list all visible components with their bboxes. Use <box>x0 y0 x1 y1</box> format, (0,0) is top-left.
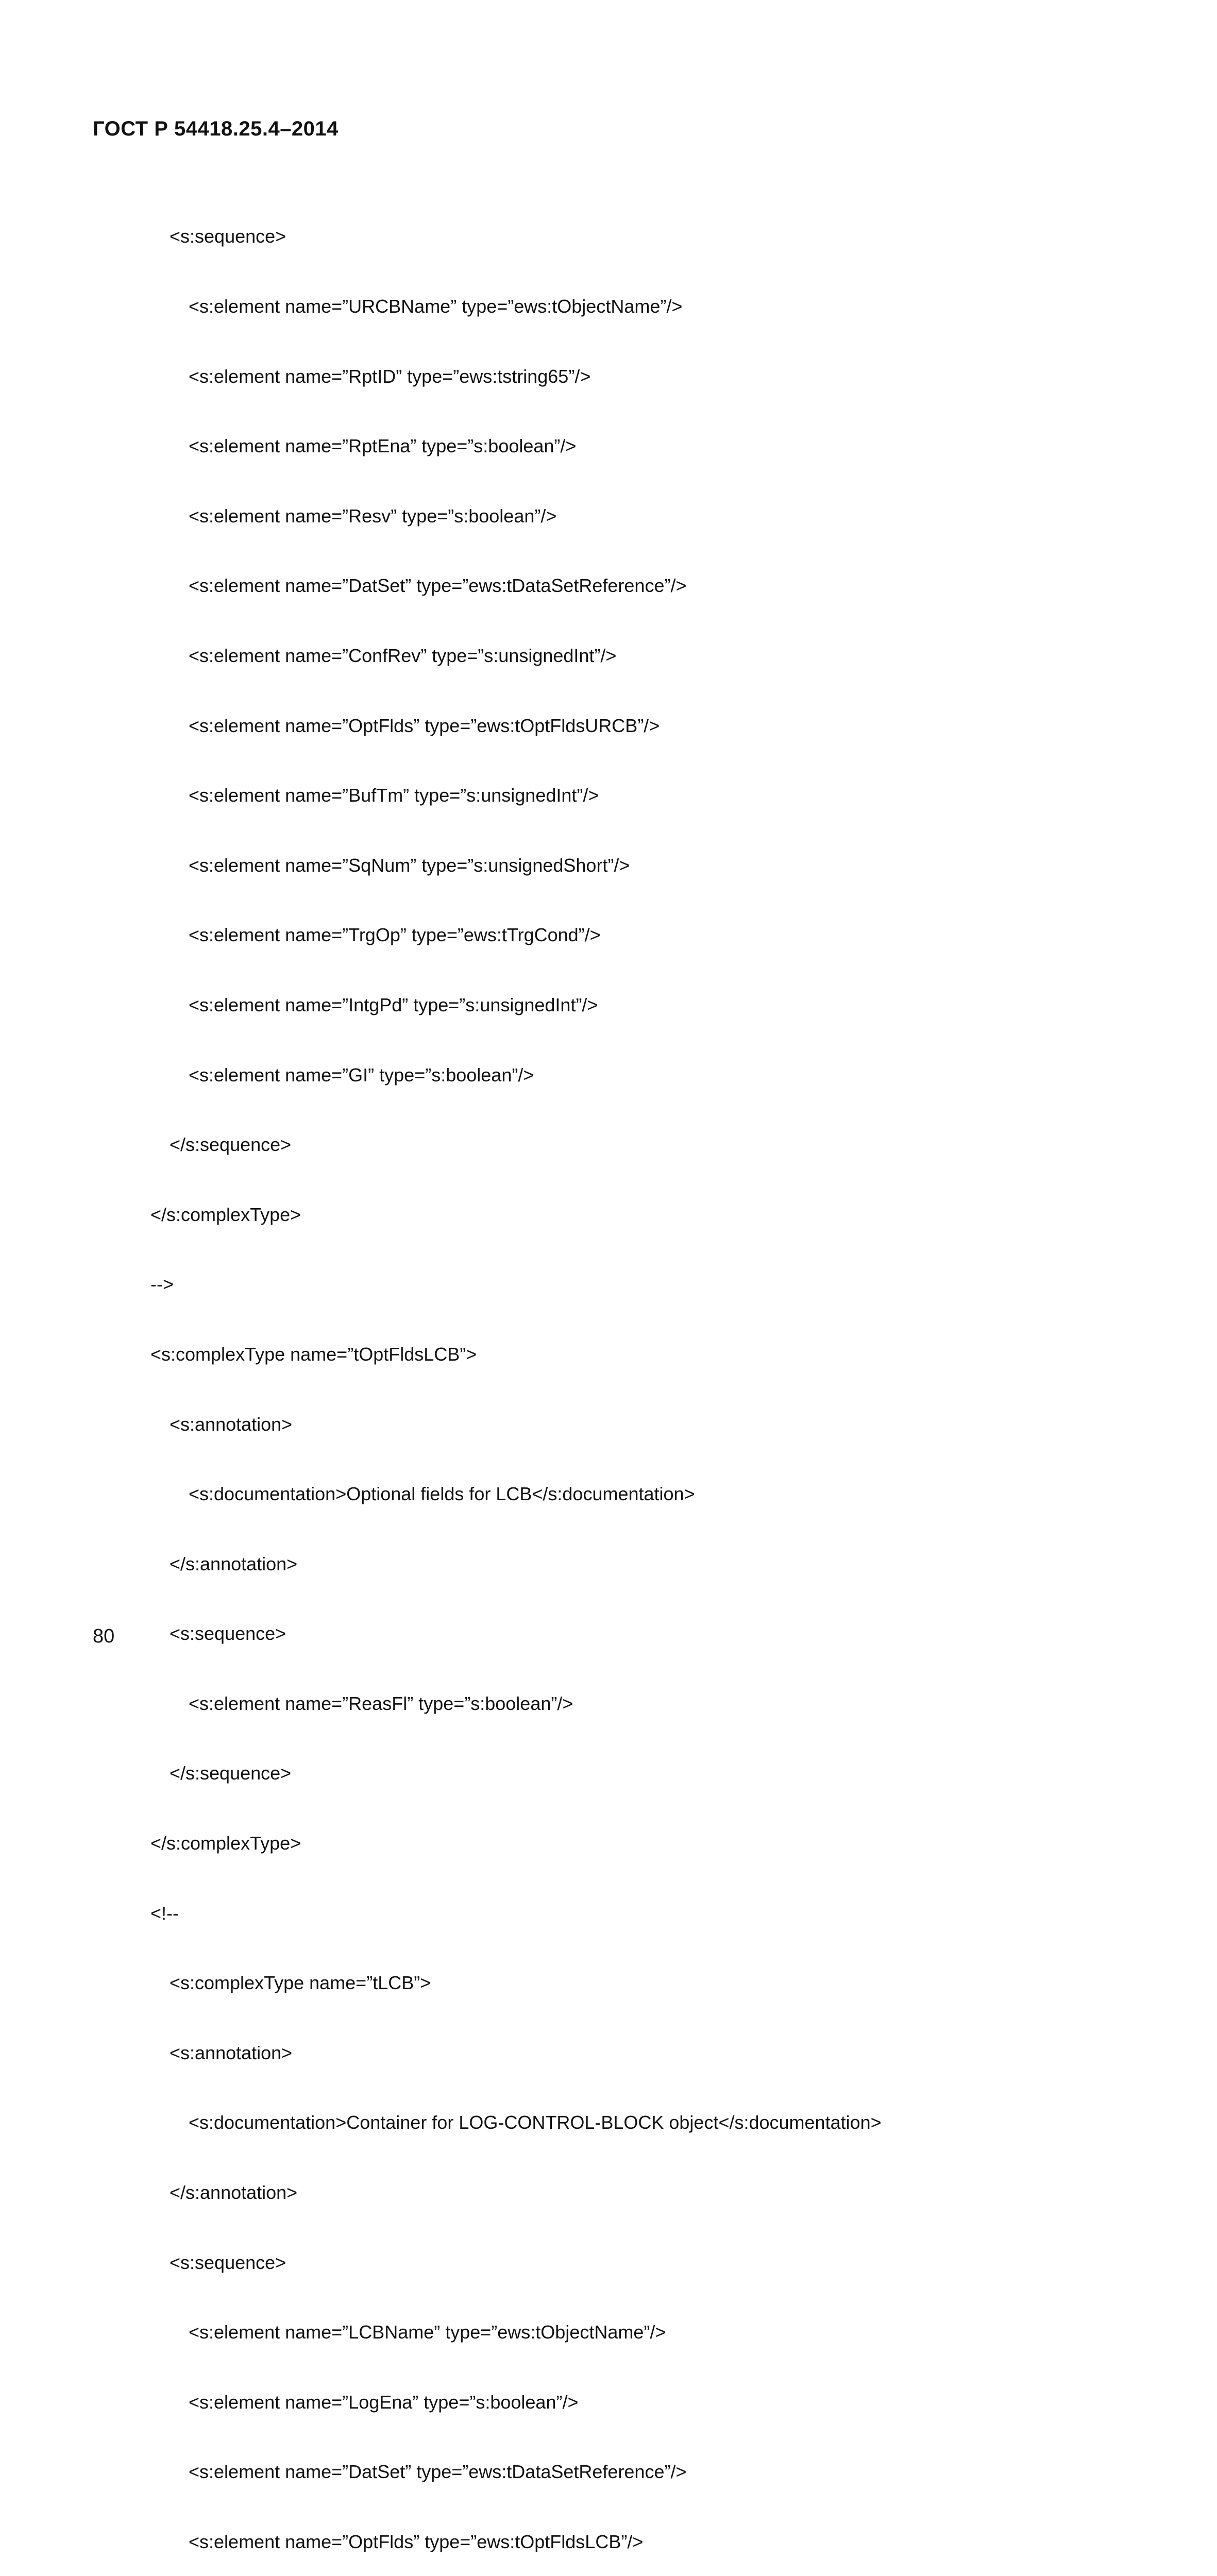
code-line: <s:element name=”DatSet” type=”ews:tDataSetReference”/> <box>189 575 687 597</box>
code-line: </s:complexType> <box>150 1833 301 1854</box>
code-line: <s:element name=”LogEna” type=”s:boolean”/> <box>189 2391 579 2413</box>
code-line: </s:sequence> <box>170 1134 292 1156</box>
code-line: </s:sequence> <box>170 1762 292 1784</box>
code-line: <s:element name=”IntgPd” type=”s:unsignedInt”/> <box>189 994 598 1015</box>
code-line: <s:element name=”BufTm” type=”s:unsignedInt”/> <box>189 785 599 806</box>
code-line: <s:element name=”TrgOp” type=”ews:tTrgCond”/> <box>189 924 601 946</box>
page-number: 80 <box>93 1625 115 1647</box>
code-line: <s:annotation> <box>170 1413 293 1435</box>
code-line: <s:element name=”OptFlds” type=”ews:tOptFldsLCB”/> <box>189 2531 644 2552</box>
code-line: <s:element name=”ConfRev” type=”s:unsignedInt”/> <box>189 645 617 666</box>
code-line: <!-- <box>150 1902 179 1924</box>
code-line: <s:complexType name=”tLCB”> <box>170 1972 431 1994</box>
code-line: <s:element name=”LCBName” type=”ews:tObjectName”/> <box>189 2321 666 2343</box>
xml-code-block <box>0 178 1217 2576</box>
code-line: <s:element name=”URCBName” type=”ews:tObjectName”/> <box>189 296 683 317</box>
code-line: <s:documentation>Optional fields for LCB</s:documentation> <box>189 1483 695 1505</box>
code-line: </s:annotation> <box>170 2182 298 2204</box>
code-line: <s:element name=”DatSet” type=”ews:tDataSetReference”/> <box>189 2461 687 2483</box>
code-line: <s:element name=”OptFlds” type=”ews:tOptFldsURCB”/> <box>189 715 660 736</box>
code-line: --> <box>150 1274 174 1295</box>
code-line: <s:element name=”GI” type=”s:boolean”/> <box>189 1064 534 1086</box>
code-line: <s:sequence> <box>170 226 286 247</box>
code-line: <s:annotation> <box>170 2042 293 2063</box>
code-line: <s:sequence> <box>170 2251 286 2273</box>
code-line: <s:element name=”ReasFl” type=”s:boolean”/> <box>189 1692 573 1714</box>
code-line: <s:element name=”SqNum” type=”s:unsignedShort”/> <box>189 854 630 876</box>
code-line: </s:complexType> <box>150 1204 301 1225</box>
code-line: <s:element name=”RptEna” type=”s:boolean”/> <box>189 435 577 457</box>
code-line: <s:complexType name=”tOptFldsLCB”> <box>150 1343 477 1365</box>
code-line: <s:sequence> <box>170 1623 286 1645</box>
code-line: <s:element name=”RptID” type=”ews:tstring65”/> <box>189 365 591 387</box>
code-line: <s:documentation>Container for LOG-CONTROL-BLOCK object</s:documentation> <box>189 2112 882 2133</box>
code-line: <s:element name=”Resv” type=”s:boolean”/> <box>189 505 557 527</box>
code-line: </s:annotation> <box>170 1553 298 1574</box>
document-header: ГОСТ Р 54418.25.4–2014 <box>93 117 339 140</box>
